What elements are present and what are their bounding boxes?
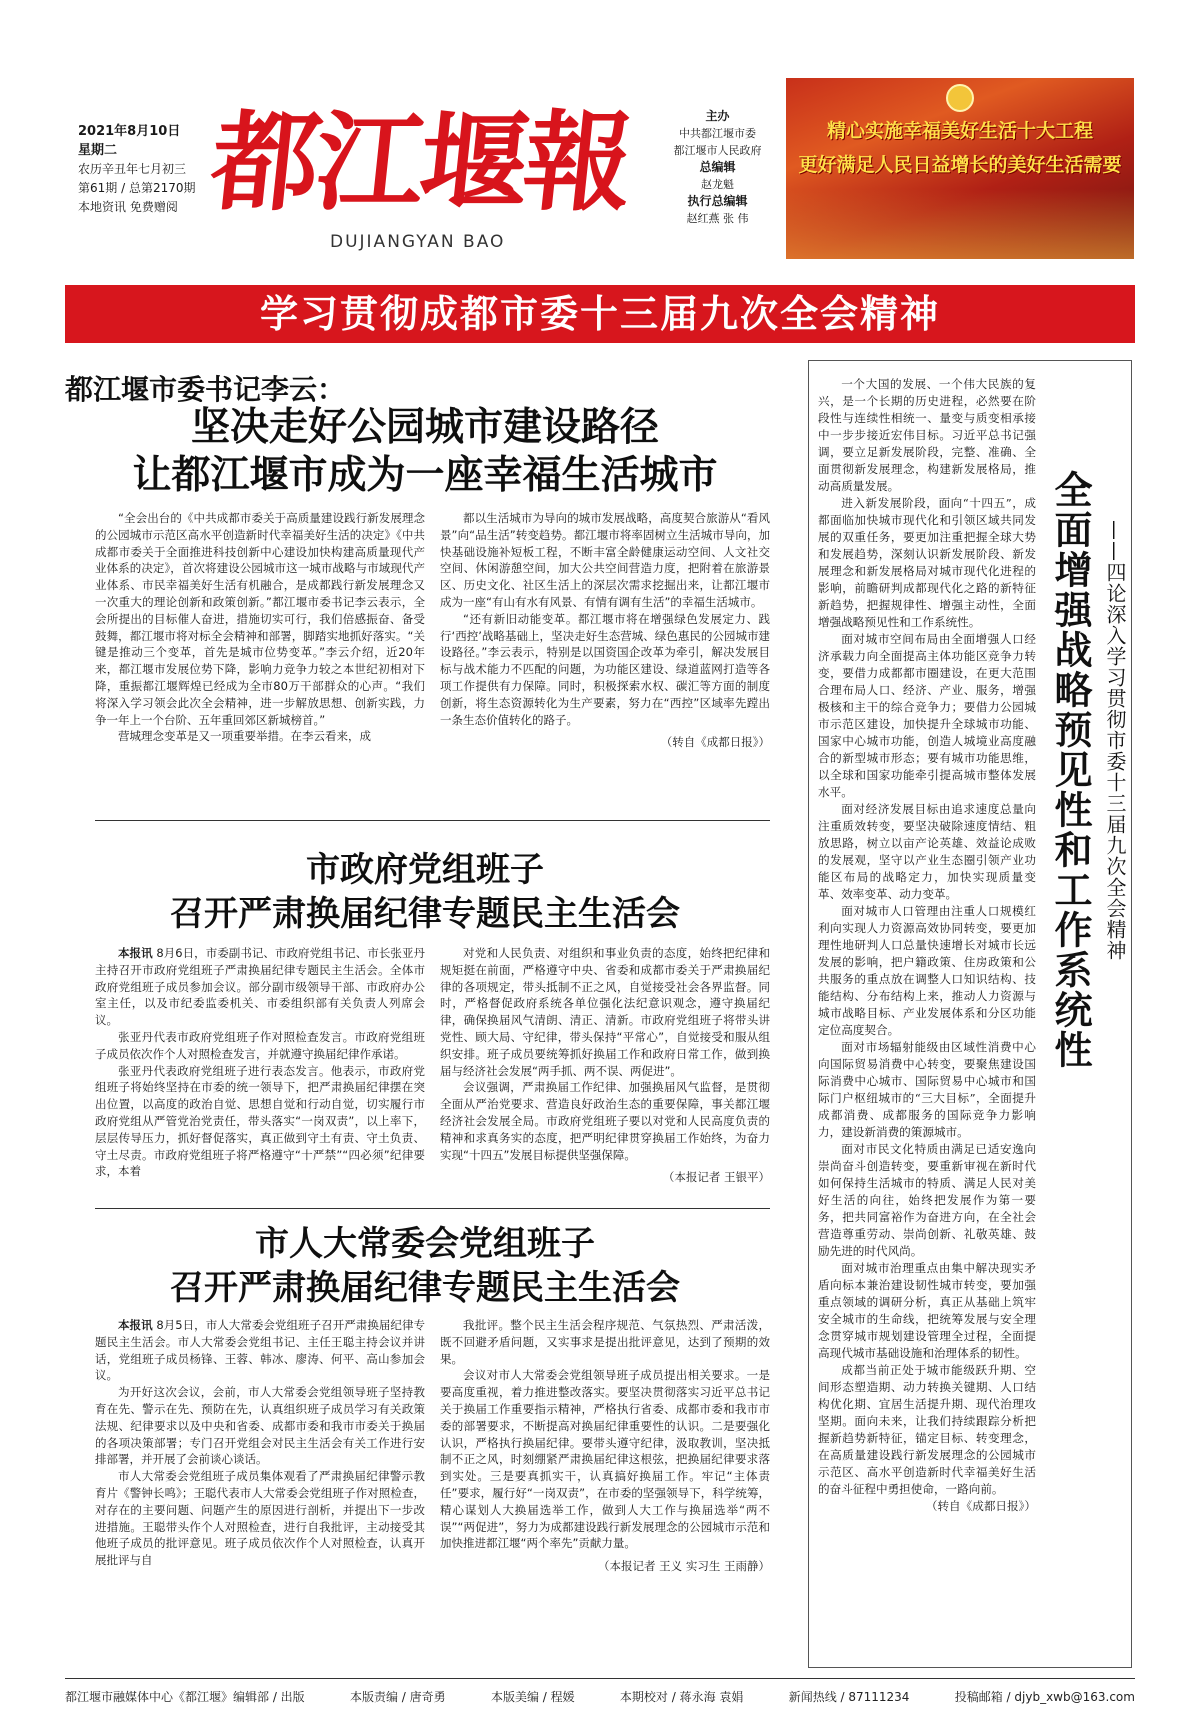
- footer-hotline: 新闻热线 / 87111234: [788, 1690, 910, 1704]
- article1-headline-line1: 坚决走好公园城市建设路径: [190, 404, 659, 450]
- issue-date: 2021年8月10日: [78, 124, 181, 139]
- commentary-paragraph: 面对城市人口管理由注重人口规模红利向实现人力资源高效协同转变，要更加理性地研判人口总量快速增长对城市长远发展的影响，把户籍政策、住房政策和公共服务的重点放在调整人口知识结构、技能结构、分布结构上来，推动人力资源与城市战略目标、产业发展体系和分区功能定位高度契合。: [818, 904, 1036, 1037]
- footer-designer: 本版美编 / 程媛: [490, 1690, 575, 1704]
- sponsor-2: 都江堰市人民政府: [673, 144, 762, 157]
- masthead-credits: [665, 108, 770, 227]
- commentary-paragraph: 进入新发展阶段，面向“十四五”，成都面临加快城市现代化和引领区域共同发展的双重任务，要更加注重把握全球大势和发展趋势，深刻认识新发展阶段、新发展理念和新发展格局对城市现代化进程的影响，前瞻研判成都现代化之路的新特征新趋势，把握规律性、增强主动性，全面增强战略预见性和工作系统性。: [818, 496, 1036, 629]
- commentary-source: （转自《成都日报》）: [925, 1499, 1036, 1513]
- commentary-paragraph: 面对城市空间布局由全面增强人口经济承载力向全面提高主体功能区竞争力转变，要借力成都都市圈建设，在更大范围合理布局人口、经济、产业、服务，增强极核和主干的综合竞争力；要借力公园城市示范区建设，加快提升全球城市功能、国家中心城市功能，创造人城境业高度融合的新型城市形态；要有城市功能思维，以全球和国家功能牵引提高城市整体发展水平。: [818, 632, 1036, 799]
- masthead-date-block: [78, 122, 213, 217]
- article2-column-1: [95, 945, 425, 1212]
- article1-headline: [65, 403, 785, 499]
- article3-headline-line2: 召开严肃换届纪律专题民主生活会: [170, 1268, 680, 1308]
- ad-background-glow: [786, 189, 1134, 259]
- article3-source: （本报记者 王义 实习生 王雨静）: [598, 1559, 770, 1574]
- commentary-paragraph: 一个大国的发展、一个伟大民族的复兴，是一个长期的历史进程，必然要在阶段性与连续性相统一、量变与质变相承接中一步步接近宏伟目标。习近平总书记强调，要立足新发展阶段，完整、准确、全面贯彻新发展理念，构建新发展格局，推动高质量发展。: [818, 377, 1036, 493]
- commentary-paragraph: 面对经济发展目标由追求速度总量向注重质效转变，要坚决破除速度情结、粗放思路，树立以亩产论英雄、效益论成败的发展观，坚守以产业生态圈引领产业功能区布局的战略定力，加快实现质量变革、效率变革、动力变革。: [818, 802, 1036, 901]
- article3-paragraph: 会议对市人大常委会党组领导班子成员提出相关要求。一是要高度重视，着力推进整改落实。要坚决贯彻落实习近平总书记关于换届工作重要指示精神，严格执行省委、成都市委和我市市委的部署要求，不断提高对换届纪律重要性的认识。二是要强化认识，严格执行换届纪律。要带头遵守纪律，汲取教训，坚决抵制不正之风，时刻绷紧严肃换届纪律这根弦，把换届纪律要求落到实处。三是要真抓实干，认真搞好换届工作。牢记“主体责任”要求，履行好“一岗双责”，在市委的坚强领导下，科学统筹，精心谋划人大换届选举工作，做到人大工作与换届选举“两不误”“两促进”，努力为成都建设践行新发展理念的公园城市示范和加快推进都江堰“两个率先”贡献力量。: [440, 1368, 770, 1551]
- article3-paragraph: 市人大常委会党组班子成员集体观看了严肃换届纪律警示教育片《警钟长鸣》；王聪代表市人大常委会党组班子作对照检查，对存在的主要问题、问题产生的原因进行剖析，并提出下一步改进措施。王聪带头作个人对照检查，进行自我批评，主动接受其他班子成员的批评意见。班子成员依次作个人对照检查，认真开展批评与自: [95, 1469, 425, 1568]
- section-banner: 学习贯彻成都市委十三届九次全会精神: [65, 285, 1135, 343]
- article1-headline-line2: 让都江堰市成为一座幸福生活城市: [132, 452, 718, 498]
- exec-editor-label: 执行总编辑: [687, 194, 748, 208]
- article2-headline-line2: 召开严肃换届纪律专题民主生活会: [170, 894, 680, 934]
- newspaper-masthead: [205, 88, 642, 252]
- article1-column-2: [440, 510, 770, 805]
- footer-email[interactable]: 投稿邮箱 / djyb_xwb@163.com: [954, 1690, 1135, 1704]
- article2-headline-line1: 市政府党组班子: [306, 850, 544, 890]
- article3-dateline: 本报讯: [118, 1318, 153, 1332]
- editor-label: 总编辑: [699, 160, 736, 174]
- article2-paragraph: 8月6日，市委副书记、市政府党组书记、市长张亚丹主持召开市政府党组班子严肃换届纪律专题民主生活会。全体市政府党组班子成员参加会议。部分副市级领导干部、市政府办公室主任，以及市纪委监委机关、市委组织部有关负责人列席会议。: [95, 946, 425, 1028]
- sponsor-label: 主办: [705, 109, 730, 123]
- lunar-date: 农历辛丑年七月初三: [78, 162, 187, 176]
- article2-column-2: [440, 945, 770, 1212]
- article1-paragraph: 营城理念变革是又一项重要举措。在李云看来，成: [118, 729, 371, 744]
- newspaper-title: 都江堰報: [205, 100, 635, 226]
- newspaper-pinyin: DUJIANGYAN BAO: [330, 232, 506, 252]
- distribution-note: 本地资讯 免费赠阅: [78, 200, 178, 214]
- commentary-title: 全面增强战略预见性和工作系统性: [1048, 470, 1093, 1070]
- article1-paragraph: “全会出台的《中共成都市委关于高质量建设践行新发展理念的公园城市示范区高水平创造新时代幸福美好生活的决定》《中共成都市委关于全面推进科技创新中心建设加快构建高质量现代产业体系的决定》，首次将建设公园城市这一城市战略与市域现代产业体系、市民幸福美好生活有机融合，是成都践行新发展理念又一次重大的理论创新和政策创新。”都江堰市委书记李云表示，全会所提出的目标催人奋进，措施切实可行，我们倍感振奋、备受鼓舞，都江堰市将对标全会精神和部署，脚踏实地抓好落实。“关键是推动三个变革，首先是城市位势变革。”李云介绍，近20年来，都江堰市发展位势下降，影响力竞争力较之本世纪初相对下降，重振都江堰辉煌已经成为全市80万干部群众的心声。“我们将深入学习领会此次全会精神，进一步解放思想、创新实践，力争一年上一个台阶、五年重回郊区新城榜首。”: [95, 511, 425, 727]
- page-footer: [65, 1688, 1135, 1705]
- commentary-paragraph: 面对市场辐射能级由区域性消费中心向国际贸易消费中心转变，要聚焦建设国际消费中心城市、国际贸易中心城市和国际门户枢纽城市的“三大目标”，全面提升成都消费、成都服务的国际竞争力影响力，建设新消费的策源城市。: [818, 1040, 1036, 1139]
- article3-column-2: [440, 1317, 770, 1658]
- article3-paragraph: 为开好这次会议，会前，市人大常委会党组领导班子坚持教育在先、警示在先、预防在先，认真组织班子成员学习有关政策法规、纪律要求以及中央和省委、成都市委和我市市委关于换届的各项决策部署；专门召开党组会对民主生活会有关工作进行安排部署，并开展了会前谈心谈话。: [95, 1385, 425, 1467]
- issue-number: 第61期 / 总第2170期: [78, 181, 196, 195]
- article2-paragraph: 对党和人民负责、对组织和事业负责的态度，始终把纪律和规矩挺在前面，严格遵守中央、省委和成都市委关于严肃换届纪律的各项规定，带头抵制不正之风，自觉接受社会各界监督。同时，严格督促政府系统各单位强化法纪意识观念，遵守换届纪律，确保换届风气清朗、清正、清新。市政府党组班子将带头讲党性、顾大局、守纪律，带头保持“平常心”，自觉接受和服从组织安排。班子成员要统筹抓好换届工作和政府日常工作，做到换届与经济社会发展“两手抓、两不误、两促进”。: [440, 946, 770, 1078]
- commentary-paragraph: 面对市民文化特质由满足已适安逸向崇尚奋斗创造转变，要重新审视在新时代如何保持生活城市的特质、满足人民对美好生活的向往，始终把发展作为第一要务，把共同富裕作为奋进方向，在全社会营造尊重劳动、崇尚创新、礼敬英雄、鼓励先进的时代风尚。: [818, 1142, 1036, 1258]
- article1-paragraph: 都以生活城市为导向的城市发展战略，高度契合旅游从“看风景”向“品生活”转变趋势。都江堰市将率固树立生活城市导向，加快基础设施补短板工程，不断丰富全龄健康运动空间、人文社交空间、休闲游憩空间，加大公共空间营造力度，把附着在旅游景区、历史文化、社区生活上的深层次需求挖掘出来，让都江堰市成为一座“有山有水有风景、有情有调有生活”的幸福生活城市。: [440, 511, 770, 609]
- commentary-paragraph: 成都当前正处于城市能级跃升期、空间形态塑造期、动力转换关键期、人口结构优化期、宜居生活提升期、现代治理攻坚期。面向未来，让我们持续跟踪分析把握新趋势新特征，锚定目标、转变理念，在高质量建设践行新发展理念的公园城市示范区、高水平创造新时代幸福美好生活的奋斗征程中勇担使命，一路向前。: [818, 1363, 1036, 1496]
- commentary-body: [818, 376, 1036, 1660]
- article-divider: [95, 820, 770, 821]
- article-divider: [95, 1208, 770, 1209]
- article3-headline-line1: 市人大常委会党组班子: [255, 1224, 595, 1264]
- article1-kicker: 都江堰市委书记李云：: [65, 373, 346, 406]
- exec-editor-name: 赵红燕 张 伟: [686, 212, 749, 225]
- article1-source: （转自《成都日报》）: [660, 735, 770, 750]
- article3-paragraph: 我批评。整个民主生活会程序规范、气氛热烈、严肃活泼，既不回避矛盾问题，又实事求是提出批评意见，达到了预期的效果。: [440, 1318, 770, 1366]
- slogan-line-2: 更好满足人民日益增长的美好生活需要: [798, 154, 1122, 176]
- footer-divider: [65, 1678, 1135, 1679]
- footer-proofreader: 本期校对 / 蒋永海 袁娟: [619, 1690, 744, 1704]
- article2-source: （本报记者 王银平）: [662, 1170, 770, 1185]
- article3-column-1: [95, 1317, 425, 1658]
- emblem-icon: [946, 84, 974, 112]
- issue-weekday: 星期二: [78, 143, 118, 158]
- commentary-paragraph: 面对城市治理重点由集中解决现实矛盾向标本兼治建设韧性城市转变，要加强重点领域的调研分析，真正从基础上筑牢安全城市的生命线，把统筹发展与安全理念贯穿城市规划建设管理全过程，全面提高现代城市基础设施和治理体系的韧性。: [818, 1261, 1036, 1360]
- article2-paragraph: 会议强调，严肃换届工作纪律、加强换届风气监督，是贯彻全面从严治党要求、营造良好政治生态的重要保障，事关都江堰经济社会发展全局。市政府党组班子要以对党和人民高度负责的精神和求真务实的态度，把严明纪律贯穿换届工作始终，为奋力实现“十四五”发展目标提供坚强保障。: [440, 1080, 770, 1162]
- slogan-advertisement: [786, 78, 1134, 259]
- commentary-subtitle: ——四论深入学习贯彻市委十三届九次全会精神: [1103, 520, 1127, 961]
- article3-paragraph: 8月5日，市人大常委会党组班子召开严肃换届纪律专题民主生活会。市人大常委会党组书记、主任王聪主持会议并讲话，党组班子成员杨锋、王蓉、韩冰、廖涛、何平、高山参加会议。: [95, 1318, 425, 1383]
- footer-publisher: 都江堰市融媒体中心《都江堰》编辑部 / 出版: [65, 1690, 305, 1704]
- article1-paragraph: “还有新旧动能变革。都江堰市将在增强绿色发展定力、践行‘西控’战略基础上，坚决走好生态营城、绿色惠民的公园城市建设路径。”李云表示，特别是以国资国企改革为牵引，解决发展目标与战术能力不匹配的问题，为功能区建设、绿道蓝网打造等各项工作提供有力保障。同时，积极探索水权、碳汇等方面的制度创新，将生态资源转化为生产要素，努力在“西控”区域率先蹚出一条生态价值转化的路子。: [440, 611, 770, 727]
- article2-paragraph: 张亚丹代表政府党组班子进行表态发言。他表示，市政府党组班子将始终坚持在市委的统一领导下，把严肃换届纪律摆在突出位置，以高度的政治自觉、思想自觉和行动自觉，切实履行市政府党组从严管党治党责任，带头落实“一岗双责”，以上率下，层层传导压力，抓好督促落实，真正做到守土有责、守土负责、守土尽责。市政府党组班子将严格遵守“十严禁”“四必须”纪律要求，本着: [95, 1063, 425, 1179]
- footer-editor: 本版责编 / 唐奇勇: [349, 1690, 446, 1704]
- article2-paragraph: 张亚丹代表市政府党组班子作对照检查发言。市政府党组班子成员依次作个人对照检查发言，并就遵守换届纪律作承诺。: [95, 1029, 425, 1061]
- article3-headline: [65, 1222, 785, 1310]
- editor-name: 赵龙魁: [701, 178, 734, 191]
- article2-dateline: 本报讯: [118, 946, 153, 960]
- sponsor-1: 中共都江堰市委: [679, 127, 756, 140]
- article1-column-1: [95, 510, 425, 805]
- article2-headline: [65, 848, 785, 936]
- slogan-line-1: 精心实施幸福美好生活十大工程: [826, 120, 1093, 142]
